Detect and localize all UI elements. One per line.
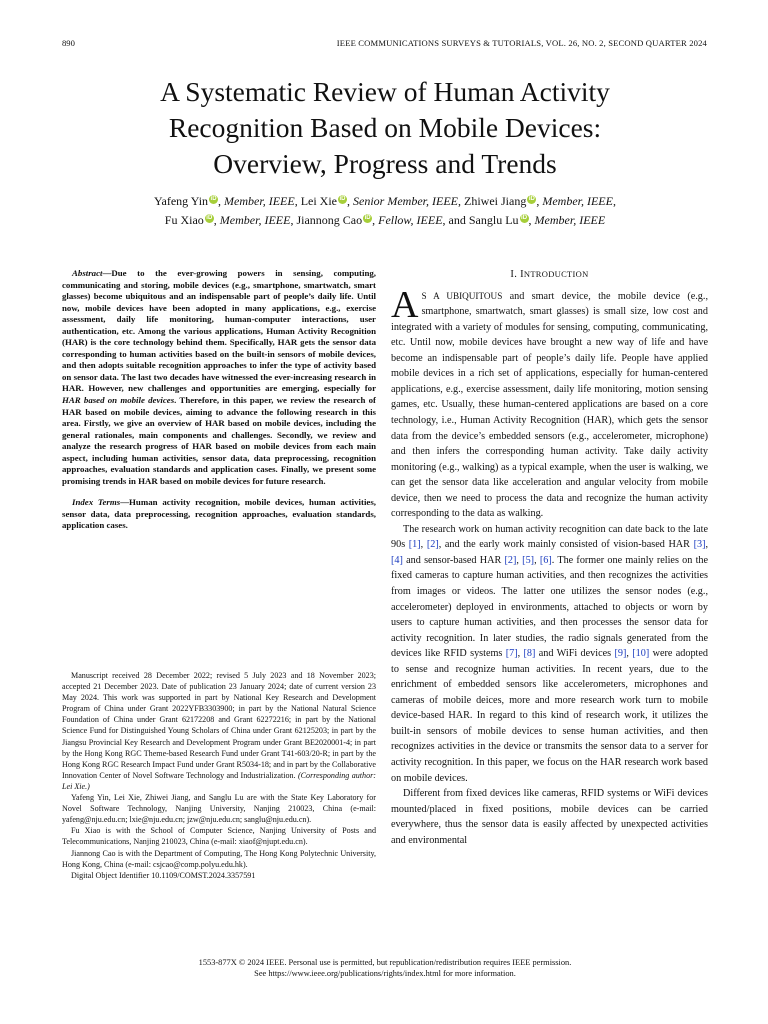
title-block (62, 74, 708, 230)
running-head: IEEE COMMUNICATIONS SURVEYS & TUTORIALS, VOL. 26, NO. 2, SECOND QUARTER 2024 (336, 38, 707, 48)
paper-title (62, 74, 708, 182)
index-terms: Index Terms—Human activity recognition, mobile devices, human activities, sensor data, data preprocessing, recognition approaches, evaluation standards, application cases. (62, 497, 376, 531)
left-column (62, 268, 376, 532)
citation-link[interactable]: [6] (539, 554, 552, 566)
author-name: Yafeng Yin (154, 194, 209, 208)
citation-link[interactable]: [1] (408, 539, 421, 551)
author-name: Sanglu Lu (468, 213, 519, 227)
citation-link[interactable]: [8] (523, 648, 536, 660)
citation-link[interactable]: [10] (632, 648, 650, 660)
author-role: Fellow, IEEE (378, 213, 443, 227)
citation-link[interactable]: [9] (614, 648, 627, 660)
title-line-1: A Systematic Review of Human Activity (160, 76, 610, 107)
title-line-3: Overview, Progress and Trends (213, 148, 557, 179)
intro-paragraph-2: The research work on human activity recognition can date back to the late 90s [1], [2], and the early work mainly consisted of vision-based HAR [3], [4] and sensor-based HAR [2], [5], [6]. The former one mainly relies on the fixed cameras to capture human activities, and then recognizes the activities from images or videos. The latter one utilizes the sensor nodes (e.g., accelerometer) deployed in environments, attached to objects or worn by users to capture human activities, and then processes the sensor data for activity recognition. In later studies, the radio signals generated from the devices like RFID systems [7], [8] and WiFi devices [9], [10] were adopted to sense and recognize human activities. In recent years, due to the enrichment of embedded sensors like accelerometers, microphones and cameras of mobile deices, more and more research work turn to mobile device-based HAR. In regard to this kind of research work, it utilizes the built-in sensors of mobile devices to sense human activities, and then recognizes activities in the device or transmits the sensor data to a server for activity recognition. In this paper, we focus on the HAR research work based on mobile devices. (391, 523, 709, 784)
affiliation-note: Jiannong Cao is with the Department of Computing, The Hong Kong Polytechnic University, Hong Kong, China (e-mail: csjcao@comp.polyu.edu.hk). (62, 848, 376, 869)
author-name: Fu Xiao (164, 213, 204, 227)
author-list: Yafeng Yin iD , Member, IEEE, Lei Xie iD , Senior Member, IEEE, Zhiwei Jiang iD , Member, IEEE, Fu Xiao iD , Member, IEEE, Jiannong Cao iD , Fellow, IEEE, and Sanglu Lu iD , Member, IEEE (154, 194, 616, 227)
right-column (391, 268, 708, 848)
manuscript-note: Manuscript received 28 December 2022; revised 5 July 2023 and 18 November 2023; accepted 21 December 2023. Date of publication 23 January 2024; date of current version 23 May 2024. This work was supported in part by National Key Research and Development Program of China under Grant 2022YFB3303900; in part by the National Natural Science Foundation of China under Grant 62172208 and Grant 62272216; in part by the National Science Fund for Distinguished Young Scholars of China under Grant 62125203; in part by the Jiangsu Provincial Key Research and Development Program under Grant BE2020001-4; in part by the Hong Kong RGC Theme-based Research Fund under Grant T41-603/20-R; in part by the Hong Kong RGC Research Impact Fund under Grant R5034-18; and in part by the Collaborative Innovation Center of Novel Software Technology and Industrialization. (Corresponding author: Lei Xie.) (62, 671, 376, 791)
citation-link[interactable]: [7] (505, 648, 518, 660)
citation-link[interactable]: [3] (693, 539, 706, 551)
orcid-icon[interactable]: iD (364, 215, 371, 221)
orcid-icon[interactable]: iD (521, 215, 528, 221)
title-line-2: Recognition Based on Mobile Devices: (168, 112, 602, 143)
author-name: Zhiwei Jiang (464, 194, 527, 208)
abstract-label: Abstract (72, 268, 103, 278)
author-role: Member, IEEE (534, 213, 606, 227)
drop-cap: A (391, 283, 419, 326)
intro-paragraph-3: Different from fixed devices like cameras, RFID systems or WiFi devices mounted/placed in fixed positions, mobile devices can be carried everywhere, thus the sensor data is easily affected by unexpected activities and environmental (391, 788, 708, 846)
affiliation-note: Fu Xiao is with the School of Computer Science, Nanjing University of Posts and Telecommunications, Nanjing 210023, China (e-mail: xiaof@njupt.edu.cn). (62, 826, 376, 847)
author-name: Lei Xie (300, 194, 338, 208)
orcid-icon[interactable]: iD (339, 196, 346, 202)
abstract: Abstract—Due to the ever-growing powers in sensing, computing, communicating and storing, mobile devices (e.g., smartphone, smartwatch, smart glasses) become ubiquitous and an indispensable part of people’s daily life. Until now, mobile devices have been adopted in many applications, e.g., exercise assessment, daily life monitoring, human-computer interactions, user authentication, etc. Among the various applications, Human Activity Recognition (HAR) is the core technology behind them. Specifically, HAR gets the sensor data corresponding to human activities based on the built-in sensors of mobile devices, and then adopts suitable recognition approaches to infer the type of activity based on sensor data. The last two decades have witnessed the ever-increasing research in HAR. However, new challenges and opportunities are emerging, especially for HAR based on mobile devices. Therefore, in this paper, we review the research of HAR based on mobile devices, aiming to advance the following research in this area. Firstly, we give an overview of HAR based on mobile devices, including the general rationales, main components and challenges. Secondly, we review and analyze the research progress of HAR based on mobile devices from each main aspect, including human activities, sensor data, data preprocessing, recognition approaches, evaluation standards and application cases. Finally, we present some promising trends in HAR based on mobile devices for future research. (62, 268, 376, 486)
citation-link[interactable]: [2] (426, 539, 439, 551)
copyright-notice: 1553-877X © 2024 IEEE. Personal use is permitted, but republication/redistribution requires IEEE permission. See https://www.ieee.org/publications/rights/index.html for more information. (198, 958, 572, 979)
citation-link[interactable]: [5] (522, 554, 535, 566)
section-heading: I. INTRODUCTION (510, 269, 589, 280)
author-role: Member, IEEE (542, 194, 613, 208)
footnotes (62, 670, 376, 881)
index-terms-label: Index Terms (72, 497, 121, 508)
citation-link[interactable]: [2] (504, 554, 517, 566)
author-role: Senior Member, IEEE (353, 194, 458, 208)
author-role: Member, IEEE (219, 213, 291, 227)
citation-link[interactable]: [4] (391, 554, 403, 566)
doi[interactable]: Digital Object Identifier 10.1109/COMST.2024.3357591 (71, 870, 256, 880)
affiliation-note: Yafeng Yin, Lei Xie, Zhiwei Jiang, and Sanglu Lu are with the State Key Laboratory for Novel Software Technology, Nanjing University, Nanjing 210023, China (e-mail: yafeng@nju.edu.cn; lxie@nju.edu.cn; jzw@nju.edu.cn; sanglu@nju.edu.cn). (62, 793, 376, 825)
author-role: Member, IEEE (224, 194, 295, 208)
author-name: Jiannong Cao (296, 213, 363, 227)
orcid-icon[interactable]: iD (528, 196, 535, 202)
page-number: 890 (62, 38, 75, 48)
orcid-icon[interactable]: iD (210, 196, 217, 202)
orcid-icon[interactable]: iD (206, 215, 213, 221)
intro-paragraph-1: A S A UBIQUITOUS and smart device, the mobile device (e.g., smartphone, smartwatch, smart glasses) is small size, low cost and integrated with a variety of modules for sensing, computing, communicating, etc. Until now, mobile devices have brought a new way of life and have become an indispensable part of people’s daily life. People have applied mobile devices in a rich set of applications, especially for human-centered applications, e.g., exercise assessment, daily life monitoring, motion sensing games, etc. Usually, these human-centered applications are based on a core technology, i.e., Human Activity Recognition (HAR), which gets the sensor data from the device’s embedded sensors (e.g., accelerometer, microphone) and then infers the corresponding human activity. Take daily activity monitoring (e.g., walking) as a typical example, when the user is walking, we can get the sensor data like acceleration and angular velocity from mobile device, then we need to process the data and recognize the human activity corresponding to the data as walking. (391, 283, 708, 520)
